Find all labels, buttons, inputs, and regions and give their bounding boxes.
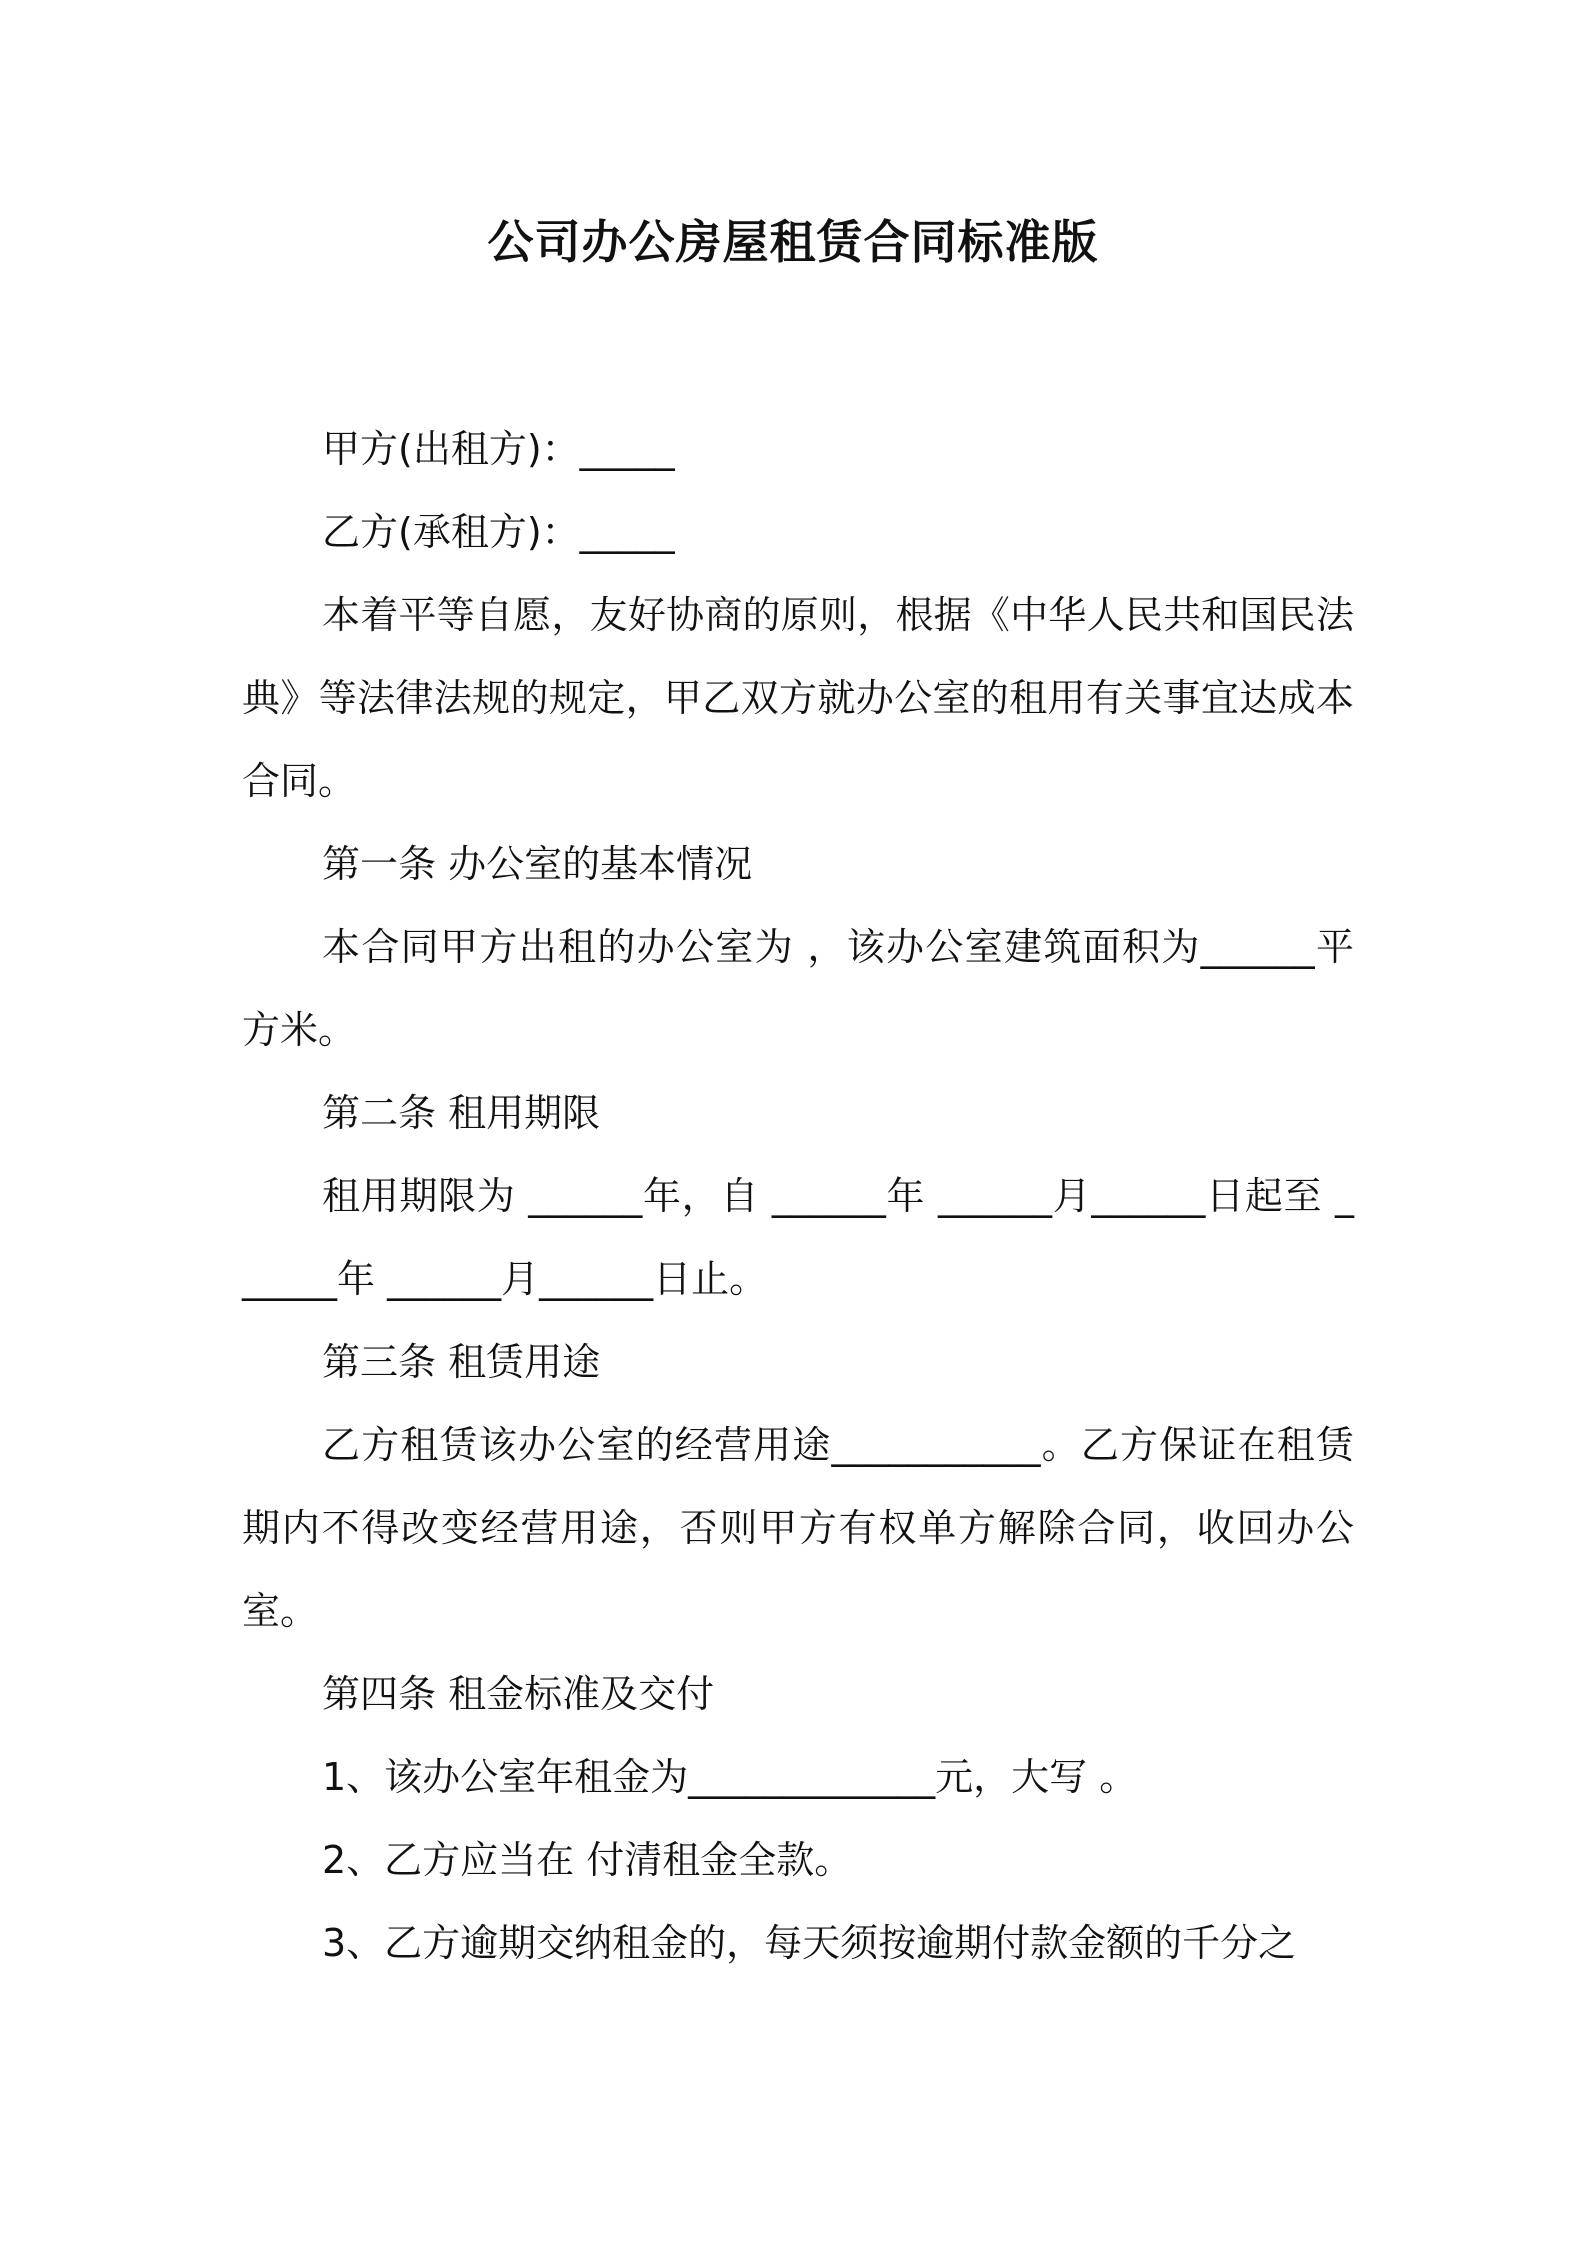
preamble-paragraph: 本着平等自愿，友好协商的原则，根据《中华人民共和国民法典》等法律法规的规定，甲乙双方就办公室的租用有关事宜达成本合同。 (242, 593, 1354, 803)
article-4-item-3: 3、乙方逾期交纳租金的，每天须按逾期付款金额的千分之 (322, 1921, 1297, 1965)
article-1-text: 本合同甲方出租的办公室为 ，该办公室建筑面积为______平方米。 (242, 925, 1354, 1052)
article-2-heading: 第二条 租用期限 (322, 1091, 601, 1135)
article-3-heading: 第三条 租赁用途 (322, 1340, 601, 1384)
page-title: 公司办公房屋租赁合同标准版 (487, 215, 1099, 269)
article-4-item-2: 2、乙方应当在 付清租金全款。 (322, 1838, 853, 1882)
party-a-line: 甲方(出租方)：_____ (322, 427, 675, 471)
article-3-text: 乙方租赁该办公室的经营用途___________。乙方保证在租赁期内不得改变经营用途，否则甲方有权单方解除合同，收回办公室。 (242, 1423, 1354, 1633)
article-4-heading: 第四条 租金标准及交付 (322, 1672, 715, 1716)
contract-body (242, 408, 1354, 1985)
article-1-heading: 第一条 办公室的基本情况 (322, 842, 753, 886)
article-4-item-1: 1、该办公室年租金为_____________元，大写 。 (322, 1755, 1138, 1799)
party-b-line: 乙方(承租方)：_____ (322, 510, 675, 554)
article-2-text: 租用期限为 ______年，自 ______年 ______月______日起至 ______年 ______月______日止。 (242, 1174, 1354, 1301)
